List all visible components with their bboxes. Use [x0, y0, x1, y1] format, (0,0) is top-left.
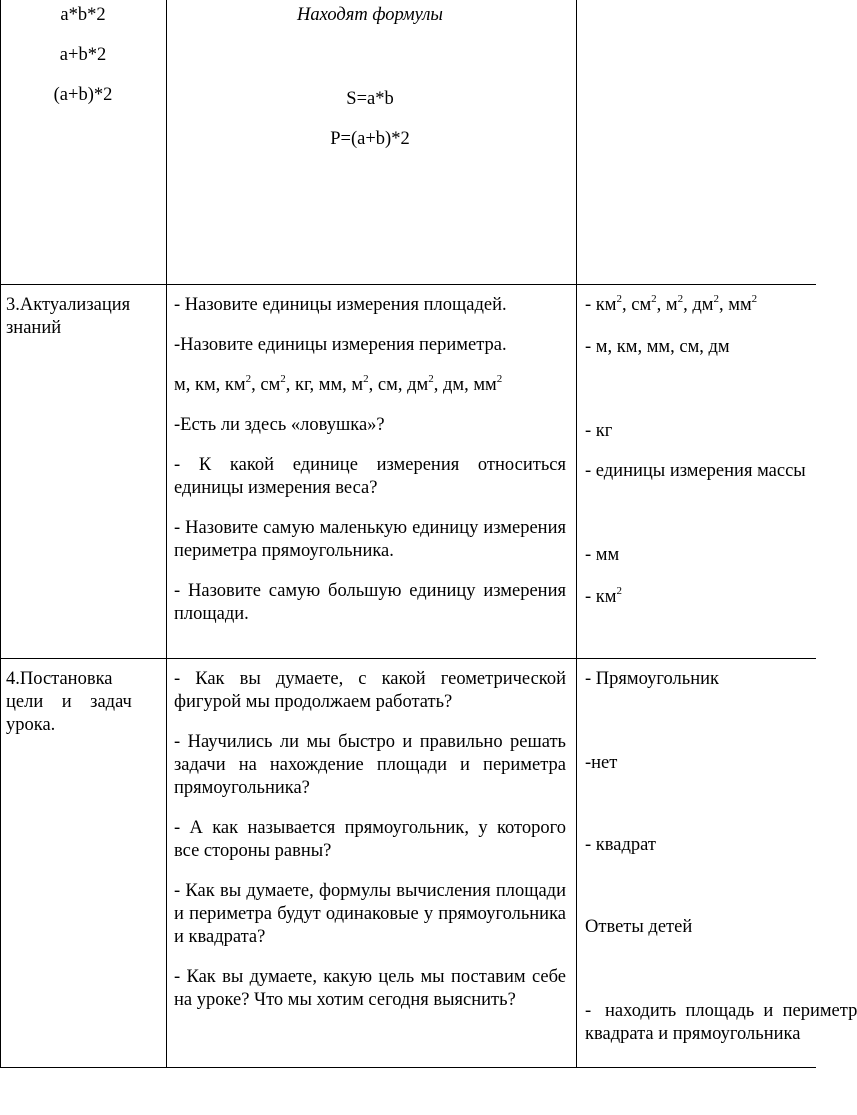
answer: квадрата и прямоугольника: [585, 1024, 801, 1044]
superscript: 2: [245, 372, 252, 385]
question: -Назовите единицы измерения периметра.: [174, 335, 507, 355]
table-border-left: [0, 0, 1, 1068]
superscript: 2: [363, 372, 369, 385]
superscript: 2: [616, 292, 622, 305]
stage-title-cont: урока.: [6, 715, 56, 735]
question: - Назовите самую маленькую единицу измерения периметра прямоугольника.: [174, 518, 566, 561]
question: -Есть ли здесь «ловушка»?: [174, 415, 385, 435]
formula-variant: a+b*2: [59, 45, 107, 65]
answer-text: , дм: [683, 295, 714, 315]
units-text: м, км, км: [174, 375, 246, 395]
question: - Научились ли мы быстро и правильно решать задачи на нахождение площади и периметра прямоугольника?: [174, 732, 566, 798]
table-column-divider-1: [166, 0, 167, 1068]
superscript: 2: [280, 372, 286, 385]
formula-variant: a*b*2: [60, 5, 106, 25]
row3-stage: [6, 668, 158, 737]
answer-text: , мм: [719, 295, 752, 315]
table-border-bottom: [0, 1067, 816, 1068]
answer: [585, 586, 622, 609]
answer: -нет: [585, 753, 618, 773]
superscript: 2: [713, 292, 719, 305]
superscript: 2: [751, 292, 758, 305]
units-text: , кг, мм, м: [285, 375, 364, 395]
row2-stage: [6, 294, 158, 340]
area-formula: S=a*b: [346, 89, 394, 109]
answer: Ответы детей: [585, 917, 693, 937]
answer: - Прямоугольник: [585, 669, 719, 689]
stage-title: 3.Актуализация: [6, 295, 131, 315]
answer: - находить площадь и периметр: [585, 1001, 857, 1021]
question: - К какой единице измерения относиться единицы измерения веса?: [174, 455, 566, 498]
superscript: 2: [651, 292, 657, 305]
answer: [585, 294, 757, 317]
answer-text: - км: [585, 295, 617, 315]
answer-text: , см: [621, 295, 652, 315]
stage-title: 4.Постановка: [6, 669, 113, 689]
formulas-heading: Находят формулы: [297, 5, 443, 25]
answer-text: , м: [656, 295, 678, 315]
superscript: 2: [428, 372, 434, 385]
answer: - единицы измерения массы: [585, 461, 806, 481]
answer: - мм: [585, 545, 620, 565]
question: - Как вы думаете, формулы вычисления площади и периметра будут одинаковые у прямоугольника и квадрата?: [174, 881, 566, 947]
answer: - квадрат: [585, 835, 656, 855]
row3-questions: [174, 668, 566, 1012]
answer-text: - км: [585, 587, 617, 607]
question: - А как называется прямоугольник, у которого все стороны равны?: [174, 818, 566, 861]
answer: - м, км, мм, см, дм: [585, 337, 730, 357]
row1-formulas: [174, 4, 566, 151]
table-row-divider-1: [0, 284, 816, 285]
table-column-divider-2: [576, 0, 577, 1068]
table-row-divider-2: [0, 658, 816, 659]
stage-title-cont: цели и задач: [6, 692, 132, 712]
question: - Как вы думаете, с какой геометрической фигурой мы продолжаем работать?: [174, 669, 566, 712]
superscript: 2: [677, 292, 684, 305]
superscript: 2: [496, 372, 503, 385]
units-text: , см: [251, 375, 281, 395]
question: - Назовите единицы измерения площадей.: [174, 295, 507, 315]
question: - Как вы думаете, какую цель мы поставим себе на уроке? Что мы хотим сегодня выяснить?: [174, 967, 566, 1010]
question: - Назовите самую большую единицу измерения площади.: [174, 581, 566, 624]
row1-formula-variants: [8, 4, 158, 107]
perimeter-formula: P=(a+b)*2: [330, 129, 410, 149]
answer: - кг: [585, 421, 613, 441]
units-text: , см, дм: [368, 375, 429, 395]
superscript: 2: [616, 584, 622, 597]
formula-variant: (a+b)*2: [53, 85, 113, 105]
row2-questions: [174, 294, 566, 626]
units-list: [174, 374, 566, 397]
stage-title-cont: знаний: [6, 318, 62, 338]
units-text: , дм, мм: [433, 375, 497, 395]
